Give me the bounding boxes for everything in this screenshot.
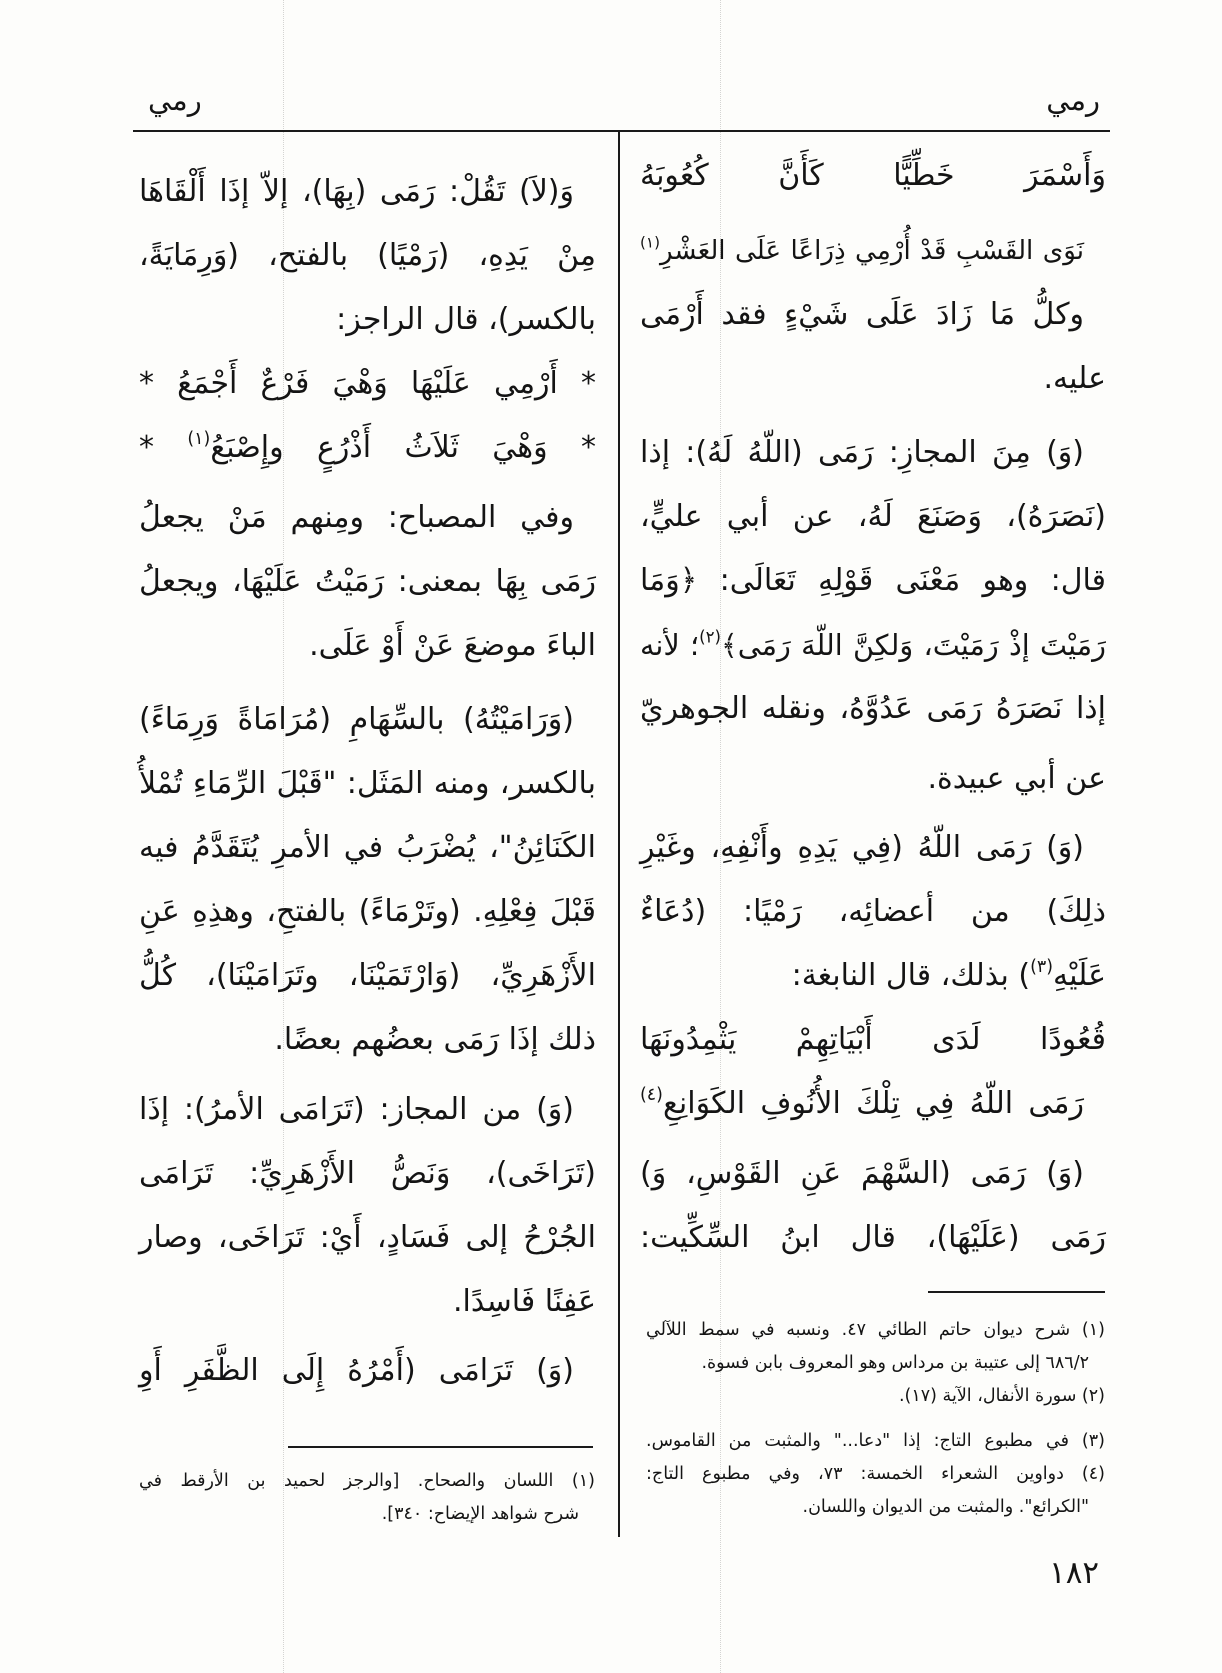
text-line: [139, 224, 596, 288]
footnote-text: شرح شواهد الإيضاح: ٣٤٠].: [381, 1504, 579, 1524]
line-text: (وَ) تَرَامَى (أَمْرُهُ إِلَى الظَّفَرِ أَوِ: [139, 1353, 574, 1388]
line-text-segment: رَمَيْتَ إذْ رَمَيْتَ، وَلكِنَّ اللّهَ رَمَى﴾: [720, 628, 1106, 662]
line-text: الباءَ موضعَ عَنْ أَوْ عَلَى.: [309, 628, 596, 663]
line-text-segment: ؛ لأنه: [640, 628, 700, 662]
text-line: [139, 1008, 596, 1072]
line-text: الجُرْحُ إلى فَسَادٍ، أَيْ: تَرَاخَى، وصار: [139, 1220, 596, 1255]
text-line: [139, 1142, 596, 1206]
footnote-text: ٦٨٦/٢ إلى عتيبة بن مرداس وهو المعروف بابن فسوة.: [701, 1353, 1089, 1373]
text-line: [139, 550, 596, 614]
footnote-marker: (٤): [640, 1084, 663, 1105]
footnote-line: [139, 1465, 595, 1498]
line-text: (تَرَاخَى)، وَنَصُّ الأَزْهَرِيِّ: تَرَامَى: [139, 1156, 596, 1191]
text-line: [139, 1339, 596, 1403]
footnote-line: [139, 1498, 595, 1531]
right-column: [640, 144, 1106, 1270]
footnote-line: [646, 1314, 1105, 1347]
footnote-text: "الكرائع". والمثبت من الديوان واللسان.: [802, 1497, 1089, 1517]
text-line: [640, 219, 1106, 283]
text-line: [640, 421, 1106, 485]
text-line: [640, 1206, 1106, 1270]
line-text: قَبْلَ فِعْلِهِ. (وتَرْمَاءً) بالفتحِ، وهذِهِ عَنِ: [139, 894, 596, 929]
text-line: [139, 688, 596, 752]
line-text: ذلِكَ) من أعضائِه، رَمْيًا: (دُعَاءٌ: [640, 894, 1106, 929]
line-text: (نَصَرَهُ)، وَصَنَعَ لَهُ، عن أبي عليٍّ،: [640, 499, 1106, 534]
line-text: [640, 1086, 1084, 1121]
text-line: [139, 816, 596, 880]
footnote-line: [646, 1347, 1105, 1380]
line-text: رَمَى (عَلَيْهَا)، قال ابنُ السِّكِّيت:: [640, 1220, 1106, 1255]
text-line: [139, 288, 596, 352]
line-text: قُعُودًا لَدَى أَبْيَاتِهِمْ يَثْمِدُونَهَا: [640, 1022, 1106, 1057]
line-text: عليه.: [1043, 361, 1106, 396]
line-text-segment: *: [139, 430, 188, 465]
text-line: [139, 1206, 596, 1270]
line-text: الأَزْهَرِيِّ، (وَارْتَمَيْنَا، وتَرَامَيْنَا)، كُلُّ: [139, 958, 596, 993]
running-head-left: رمي: [148, 83, 202, 117]
footnote-rule-left: [288, 1446, 593, 1448]
line-text: وكلُّ مَا زَادَ عَلَى شَيْءٍ فقد أَرْمَى: [640, 297, 1084, 332]
text-line: [139, 1078, 596, 1142]
line-text: بالكسر، ومنه المَثَل: "قَبْلَ الرِّمَاءِ تُمْلأُ: [139, 766, 596, 801]
line-text: وَأَسْمَرَ خَطِّيًّا كَأَنَّ كُعُوبَهُ: [640, 158, 1106, 193]
footnote-text: (٢) سورة الأنفال، الآية (١٧).: [898, 1386, 1105, 1406]
text-line: [640, 1072, 1106, 1136]
text-line: [640, 816, 1106, 880]
line-text: (وَرَامَيْتُهُ) بالسِّهَامِ (مُرَامَاةً وَرِمَاءً): [139, 702, 574, 737]
line-text-segment: ) بذلك، قال النابغة:: [791, 958, 1031, 993]
footnote-marker: (١): [640, 233, 660, 252]
line-text-segment: عَلَيْهِ: [1053, 958, 1106, 993]
line-text: بالكسر)، قال الراجز:: [336, 302, 596, 337]
line-text: [640, 233, 1084, 266]
line-text-segment: نَوَى القَسْبِ قَدْ أُرْمِي ذِرَاعًا عَلَى العَشْرِ: [659, 236, 1084, 266]
line-text: إذا نَصَرَهُ رَمَى عَدُوَّهُ، ونقله الجوهريّ: [640, 691, 1106, 726]
line-text: عن أبي عبيدة.: [927, 761, 1106, 796]
text-line: [640, 613, 1106, 677]
text-line: [640, 1008, 1106, 1072]
footnote-marker: (١): [187, 428, 211, 449]
line-text: [139, 430, 596, 465]
text-line: [640, 485, 1106, 549]
line-text: مِنْ يَدِهِ، (رَمْيًا) بالفتح، (وَرِمَايَةً،: [139, 238, 596, 273]
line-text: (وَ) مِنَ المجازِ: رَمَى (اللّهُ لَهُ): إذا: [640, 435, 1084, 470]
line-text: رَمَى بِهَا بمعنى: رَمَيْتُ عَلَيْهَا، ويجعلُ: [139, 564, 596, 599]
line-text: ذلك إذَا رَمَى بعضُهم بعضًا.: [274, 1022, 596, 1057]
page-number: ١٨٢: [1049, 1555, 1099, 1591]
line-text-segment: * وَهْيَ ثَلاَثُ أَذْرُعٍ وإِصْبَعُ: [210, 430, 596, 465]
footnote-marker: (٣): [1030, 956, 1054, 977]
line-text: عَفِنًا فَاسِدًا.: [452, 1284, 596, 1319]
line-text: وفي المصباح: ومِنهم مَنْ يجعلُ: [139, 500, 574, 535]
footnote-line: [646, 1458, 1105, 1491]
text-line: [139, 944, 596, 1008]
line-text: (وَ) من المجاز: (تَرَامَى الأمرُ): إذَا: [139, 1092, 574, 1127]
text-line: [640, 549, 1106, 613]
line-text: [640, 628, 1106, 662]
line-text: قال: وهو مَعْنَى قَوْلِهِ تَعَالَى: ﴿وَمَا: [640, 563, 1106, 598]
text-line: [139, 160, 596, 224]
line-text: * أَرْمِي عَلَيْهَا وَهْيَ فَرْعٌ أَجْمَعُ *: [139, 366, 596, 401]
running-head-right: رمي: [1046, 83, 1100, 117]
text-line: [139, 1270, 596, 1334]
left-column: [139, 160, 596, 1403]
text-line: [139, 486, 596, 550]
text-line: [640, 283, 1106, 347]
footnote-text: (١) اللسان والصحاح. [والرجز لحميد بن الأرقط في: [139, 1471, 595, 1491]
footnote-text: (١) شرح ديوان حاتم الطائي ٤٧. ونسبه في سمط اللآلي: [646, 1320, 1105, 1340]
header-rule: [133, 130, 1110, 132]
footnote-line: [646, 1491, 1105, 1524]
text-line: [139, 352, 596, 416]
text-line: [139, 614, 596, 678]
text-line: [640, 747, 1106, 811]
line-text: الكَنَائِنُ"، يُضْرَبُ في الأمرِ يُتَقَدَّمُ فيه: [139, 830, 596, 865]
footnote-marker: (٢): [699, 627, 721, 647]
line-text: (وَ) رَمَى اللّهُ (فِي يَدِهِ وأَنْفِهِ، وغَيْرِ: [640, 830, 1084, 865]
text-line: [640, 880, 1106, 944]
footnotes-left: [139, 1465, 595, 1531]
text-line: [139, 416, 596, 480]
footnote-line: [646, 1380, 1105, 1413]
footnotes-right: [646, 1314, 1105, 1524]
line-text: (وَ) رَمَى (السَّهْمَ عَنِ القَوْسِ، وَ): [640, 1156, 1084, 1191]
text-line: [640, 944, 1106, 1008]
footnote-text: (٤) دواوين الشعراء الخمسة: ٧٣، وفي مطبوع التاج:: [646, 1464, 1105, 1484]
text-line: [640, 677, 1106, 741]
text-line: [139, 752, 596, 816]
footnote-line: [646, 1425, 1105, 1458]
column-divider: [618, 130, 620, 1537]
footnote-rule-right: [928, 1291, 1105, 1293]
line-text: وَ(لاَ) تَقُلْ: رَمَى (بِهَا)، إلاّ إذَا أَلْقَاهَا: [139, 174, 574, 209]
text-line: [640, 1142, 1106, 1206]
line-text: [792, 958, 1106, 993]
text-line: [640, 144, 1106, 208]
line-text-segment: رَمَى اللّهُ فِي تِلْكَ الأُنُوفِ الكَوَانِعِ: [662, 1086, 1084, 1121]
footnote-text: (٣) في مطبوع التاج: إذا "دعا..." والمثبت من القاموس.: [646, 1431, 1105, 1451]
text-line: [139, 880, 596, 944]
text-line: [640, 347, 1106, 411]
